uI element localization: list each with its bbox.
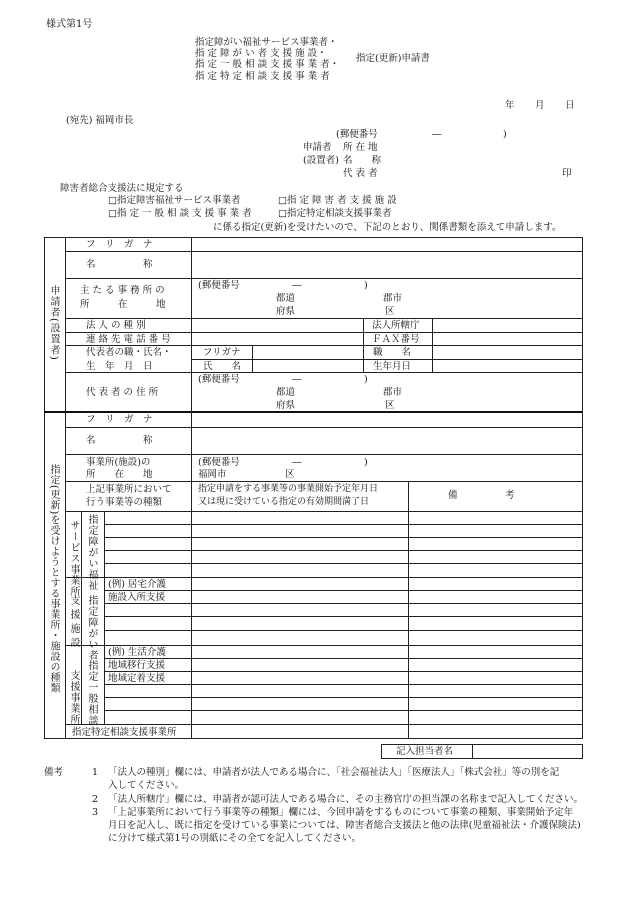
s1-rep-postal-dash: ― [292,374,302,385]
phone-label: 連 絡 先 電 話 番 号 [86,334,171,345]
example-home-care: (例) 居宅介護 [108,579,166,590]
date-month: 月 [535,100,545,111]
seal-mark: 印 [562,168,572,179]
s2-facility-addr-2: 所 在 地 [86,469,153,480]
s1-postal-dash: ― [292,280,302,291]
founder-label: (設置者) [303,155,339,166]
s1-rep-todofuken-1: 都道 [276,387,296,398]
checkbox-general-consultation[interactable]: □指 定 一 般 相 談 支 援 事 業 者 [108,208,252,219]
biz-header-2: 行う事業等の種類 [86,497,163,508]
s2-postal-dash: ― [292,457,302,468]
s1-todofuken-2: 府県 [276,306,296,317]
s2-facility-addr-1: 事業所(施設)の [86,457,151,468]
addressee: (宛先) 福岡市長 [66,115,134,126]
checkbox-support-facility[interactable]: □指 定 障 害 者 支 援 施 設 [278,195,397,206]
applicant-name-label: 名 称 [343,155,382,166]
group-a-inner: 指定障がい福祉 [86,514,97,591]
applicant-label: 申請者 [303,142,332,153]
date-year: 年 [505,100,515,111]
rep-address-label: 代 表 者 の 住 所 [86,387,159,398]
applicant-postal-close: ) [503,129,507,140]
note-3-num: 3 [92,807,99,818]
group-c-outer: 支援事業所 [68,670,79,725]
s2-postal: (郵便番号 [198,457,240,468]
note-1-num: 1 [92,767,99,778]
date-header-2: 又は現に受けている指定の有効期間満了日 [198,497,370,507]
title-line-2: 指 定 障 が い 者 支 援 施 設・ [195,48,327,59]
specific-consultation-office: 指定特定相談支援事業所 [72,727,177,738]
s1-rep-ku: 区 [385,400,395,411]
rep-title-1: 代表者の職・氏名・ [86,347,172,358]
applicant-postal-label: (郵便番号 [336,129,378,140]
section-applicant-label: 申請者(設置者) [48,285,59,361]
checkbox-specific-consultation[interactable]: □指定特定相談支援事業者 [278,208,392,219]
group-b-inner: 指定障がい者 [86,595,97,661]
group-c-inner: 指定一般相談 [86,660,97,726]
transition-support: 地域移行支援 [108,660,166,671]
corp-type-label: 法 人 の 種 別 [86,320,146,331]
notes-label: 備考 [44,767,64,778]
note-2-num: 2 [92,794,99,805]
person-in-charge-label: 記入担当者名 [396,746,454,757]
fax-label: ＦＡＸ番号 [372,334,420,345]
s1-postal-close: ) [364,280,368,291]
birth-label: 生年月日 [373,361,412,372]
s1-name-label: 名 称 [86,259,153,270]
s1-gunshi: 郡市 [383,293,403,304]
s2-name-label: 名 称 [86,435,153,446]
notes-header: 備 考 [448,490,515,501]
title-line-4: 指 定 特 定 相 談 支 援 事 業 者 [195,71,330,82]
s1-office-addr-2: 所 在 地 [80,299,166,310]
title-suffix: 指定(更新)申請書 [356,53,430,64]
corp-auth-label: 法人所轄庁 [372,320,420,331]
rep-title-2: 生 年 月 日 [86,361,153,372]
note-3-line-1: 「上記事業所において行う事業等の種類」欄には、今回申請をするものについて事業の種類、事業開始予定年 [108,807,574,818]
group-b-outer: 支援施設 [68,595,79,651]
s2-ku: 区 [285,469,295,480]
s1-rep-postal-close: ) [364,374,368,385]
settlement-support: 地域定着支援 [108,673,166,684]
statement-intro: 障害者総合支援法に規定する [60,183,184,194]
s1-postal: (郵便番号 [198,280,240,291]
position-label: 職 名 [373,347,412,358]
applicant-postal-dash: ― [432,129,442,140]
example-life-care: (例) 生活介護 [108,647,166,658]
checkbox-welfare-service[interactable]: □指定障害福祉サービス事業者 [108,195,241,206]
s1-ku: 区 [385,306,395,317]
form-number: 様式第1号 [46,19,93,30]
s2-city: 福岡市 [198,469,227,480]
rep-label: 代 表 者 [343,168,378,179]
rep-name-label: 氏 名 [203,361,242,372]
person-in-charge-field[interactable] [474,745,582,758]
note-3-line-2: 月日を記入し、既に指定を受けている事業については、障害者総合支援法と他の法律(児童福祉法・介護保険法) [108,820,581,831]
date-header-1: 指定申請をする事業等の事業開始予定年月日 [198,484,379,494]
s1-rep-gunshi: 郡市 [383,387,403,398]
rep-furigana-label: フリガナ [203,347,241,358]
statement-closing: に係る指定(更新)を受けたいので、下記のとおり、関係書類を添えて申請します。 [213,222,562,233]
title-line-1: 指定障がい福祉サービス事業者・ [195,37,338,48]
section-facility-label: 指定(更新)を受けようとする事業所・施設の種類 [48,464,59,694]
biz-header-1: 上記事業所において [86,484,172,495]
s1-todofuken-1: 都道 [276,293,296,304]
s1-rep-postal: (郵便番号 [198,374,240,385]
note-2-line-1: 「法人所轄庁」欄には、申請者が認可法人である場合に、その主務官庁の担当課の名称まで記入してください。 [108,794,584,805]
title-line-3: 指 定 一 般 相 談 支 援 事 業 者・ [195,59,340,70]
s1-office-addr-1: 主 た る 事 務 所 の [80,285,165,296]
group-a-outer: サービス事業所 [68,520,79,597]
s1-rep-todofuken-2: 府県 [276,400,296,411]
note-1-line-1: 「法人の種別」欄には、申請者が法人である場合に、「社会福祉法人」「医療法人」「株式会社」等の別を記 [108,767,560,778]
note-1-line-2: 入してください。 [108,780,185,791]
facility-support: 施設入所支援 [108,592,166,603]
s2-furigana-label: フ リ ガ ナ [86,414,153,425]
applicant-address-label: 所 在 地 [343,142,378,153]
s1-furigana-label: フ リ ガ ナ [86,239,153,250]
s2-postal-close: ) [364,457,368,468]
note-3-line-3: に分けて様式第1号の別紙にその全てを記入してください。 [108,833,362,844]
date-day: 日 [565,100,575,111]
